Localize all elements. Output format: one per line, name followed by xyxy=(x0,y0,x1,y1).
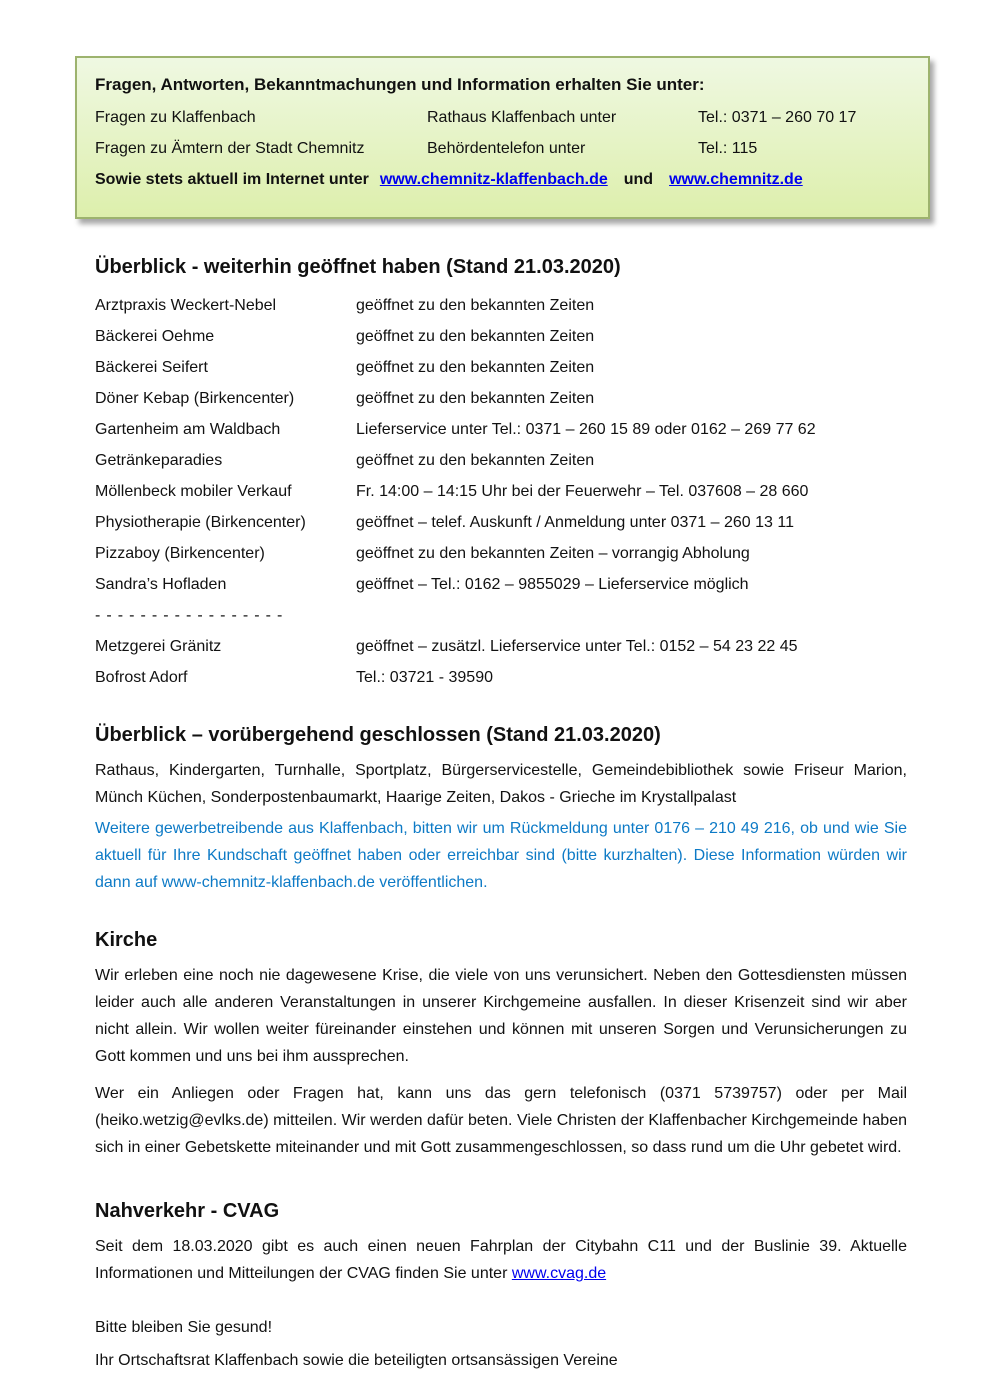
business-status: geöffnet zu den bekannten Zeiten xyxy=(356,390,595,407)
klaffenbach-website-link[interactable]: www.chemnitz-klaffenbach.de xyxy=(379,171,608,188)
internet-prefix-label: Sowie stets aktuell im Internet unter xyxy=(95,171,369,188)
business-name: Getränkeparadies xyxy=(95,452,223,469)
business-status: geöffnet – Tel.: 0162 – 9855029 – Lieferservice möglich xyxy=(356,576,749,593)
open-section-heading: Überblick - weiterhin geöffnet haben (Stand 21.03.2020) xyxy=(95,256,621,278)
business-name: Arztpraxis Weckert-Nebel xyxy=(95,297,277,314)
closing-greeting: Bitte bleiben Sie gesund! xyxy=(95,1319,273,1336)
business-status: geöffnet zu den bekannten Zeiten xyxy=(356,359,595,376)
business-status: geöffnet zu den bekannten Zeiten xyxy=(356,328,595,345)
business-name: Bäckerei Oehme xyxy=(95,328,215,345)
info-phone: Tel.: 115 xyxy=(698,140,758,157)
business-name: Gartenheim am Waldbach xyxy=(95,421,281,438)
info-topic: Fragen zu Ämtern der Stadt Chemnitz xyxy=(95,140,365,157)
chemnitz-website-link[interactable]: www.chemnitz.de xyxy=(669,171,803,188)
cvag-website-link[interactable]: www.cvag.de xyxy=(511,1265,607,1282)
business-name: Sandra’s Hofladen xyxy=(95,576,227,593)
church-paragraph-2: Wer ein Anliegen oder Fragen hat, kann uns das gern telefonisch (0371 5739757) oder per Mail (heiko.wetzig@evlks.de) mitteilen. Wir werden dafür beten. Viele Christen der Klaffenbacher Kirchgemeinde haben sich in einer Gebetskette miteinander und mit Gott zusammengeschlossen, so dass rund um die Uhr gebetet wird. xyxy=(95,1085,907,1156)
info-phone: Tel.: 0371 – 260 70 17 xyxy=(698,109,857,126)
info-place: Rathaus Klaffenbach unter xyxy=(427,109,617,126)
transport-section-heading: Nahverkehr - CVAG xyxy=(95,1200,280,1222)
transport-text: Seit dem 18.03.2020 gibt es auch einen neuen Fahrplan der Citybahn C11 und der Buslinie 39. Aktuelle Informationen und Mitteilungen der CVAG finden Sie unter xyxy=(95,1238,907,1282)
info-box-footer xyxy=(95,170,910,189)
info-topic: Fragen zu Klaffenbach xyxy=(95,109,256,126)
church-paragraph-1: Wir erleben eine noch nie dagewesene Krise, die viele von uns verunsichert. Neben den Gottesdiensten müssen leider auch alle anderen Veranstaltungen in unserer Kirchgemeine ausfallen. In dieser Krisenzeit sind wir aber nicht allein. Wir wollen weiter füreinander einstehen und können mit unseren Sorgen und Verunsicherungen zu Gott kommen und uns bei ihm aussprechen. xyxy=(95,967,907,1065)
list-item xyxy=(95,513,907,532)
business-status: geöffnet zu den bekannten Zeiten xyxy=(356,452,595,469)
list-item xyxy=(95,482,907,501)
business-status: geöffnet – zusätzl. Lieferservice unter Tel.: 0152 – 54 23 22 45 xyxy=(356,638,798,655)
list-item xyxy=(95,296,907,315)
list-item xyxy=(95,637,907,656)
list-item xyxy=(95,668,907,687)
business-name: Möllenbeck mobiler Verkauf xyxy=(95,483,292,500)
business-status: geöffnet – telef. Auskunft / Anmeldung unter 0371 – 260 13 11 xyxy=(356,514,794,531)
info-row xyxy=(95,108,910,127)
business-status: geöffnet zu den bekannten Zeiten – vorrangig Abholung xyxy=(356,545,750,562)
business-status: Tel.: 03721 - 39590 xyxy=(356,669,493,686)
business-status: geöffnet zu den bekannten Zeiten xyxy=(356,297,595,314)
list-item xyxy=(95,451,907,470)
list-item xyxy=(95,327,907,346)
conjunction-label: und xyxy=(623,171,654,188)
closed-section-heading: Überblick – vorübergehend geschlossen (Stand 21.03.2020) xyxy=(95,724,661,746)
feedback-notice-text: Weitere gewerbetreibende aus Klaffenbach, bitten wir um Rückmeldung unter 0176 – 210 49 216, ob und wie Sie aktuell für Ihre Kundschaft geöffnet haben oder erreichbar sind (bitte kurzhalten). Diese Information würden wir dann auf www-chemnitz-klaffenbach.de veröffentlichen. xyxy=(95,820,907,891)
contact-info-box xyxy=(75,56,930,219)
business-name: Metzgerei Gränitz xyxy=(95,638,222,655)
business-name: Physiotherapie (Birkencenter) xyxy=(95,514,306,531)
list-item xyxy=(95,420,907,439)
list-item xyxy=(95,358,907,377)
closed-businesses-text: Rathaus, Kindergarten, Turnhalle, Sportplatz, Bürgerservicestelle, Gemeindebibliothek sowie Friseur Marion, Münch Küchen, Sonderpostenbaumarkt, Haarige Zeiten, Dakos - Grieche im Krystallpalast xyxy=(95,762,907,806)
church-section-heading: Kirche xyxy=(95,929,158,951)
business-name: Döner Kebap (Birkencenter) xyxy=(95,390,295,407)
main-content xyxy=(95,247,907,1370)
dashed-separator: - - - - - - - - - - - - - - - - - xyxy=(95,607,284,624)
list-item xyxy=(95,389,907,408)
business-name: Bofrost Adorf xyxy=(95,669,188,686)
business-status: Fr. 14:00 – 14:15 Uhr bei der Feuerwehr – Tel. 037608 – 28 660 xyxy=(356,483,809,500)
info-box-rows xyxy=(95,108,910,189)
list-item xyxy=(95,544,907,563)
info-place: Behördentelefon unter xyxy=(427,140,586,157)
business-status: Lieferservice unter Tel.: 0371 – 260 15 89 oder 0162 – 269 77 62 xyxy=(356,421,816,438)
open-businesses-list xyxy=(95,296,907,687)
business-name: Bäckerei Seifert xyxy=(95,359,208,376)
closing-signature: Ihr Ortschaftsrat Klaffenbach sowie die beteiligten ortsansässigen Vereine xyxy=(95,1352,618,1369)
list-item xyxy=(95,575,907,594)
transport-paragraph xyxy=(95,1233,907,1287)
business-name: Pizzaboy (Birkencenter) xyxy=(95,545,265,562)
info-box-title: Fragen, Antworten, Bekanntmachungen und Information erhalten Sie unter: xyxy=(95,75,705,94)
info-row xyxy=(95,139,910,158)
